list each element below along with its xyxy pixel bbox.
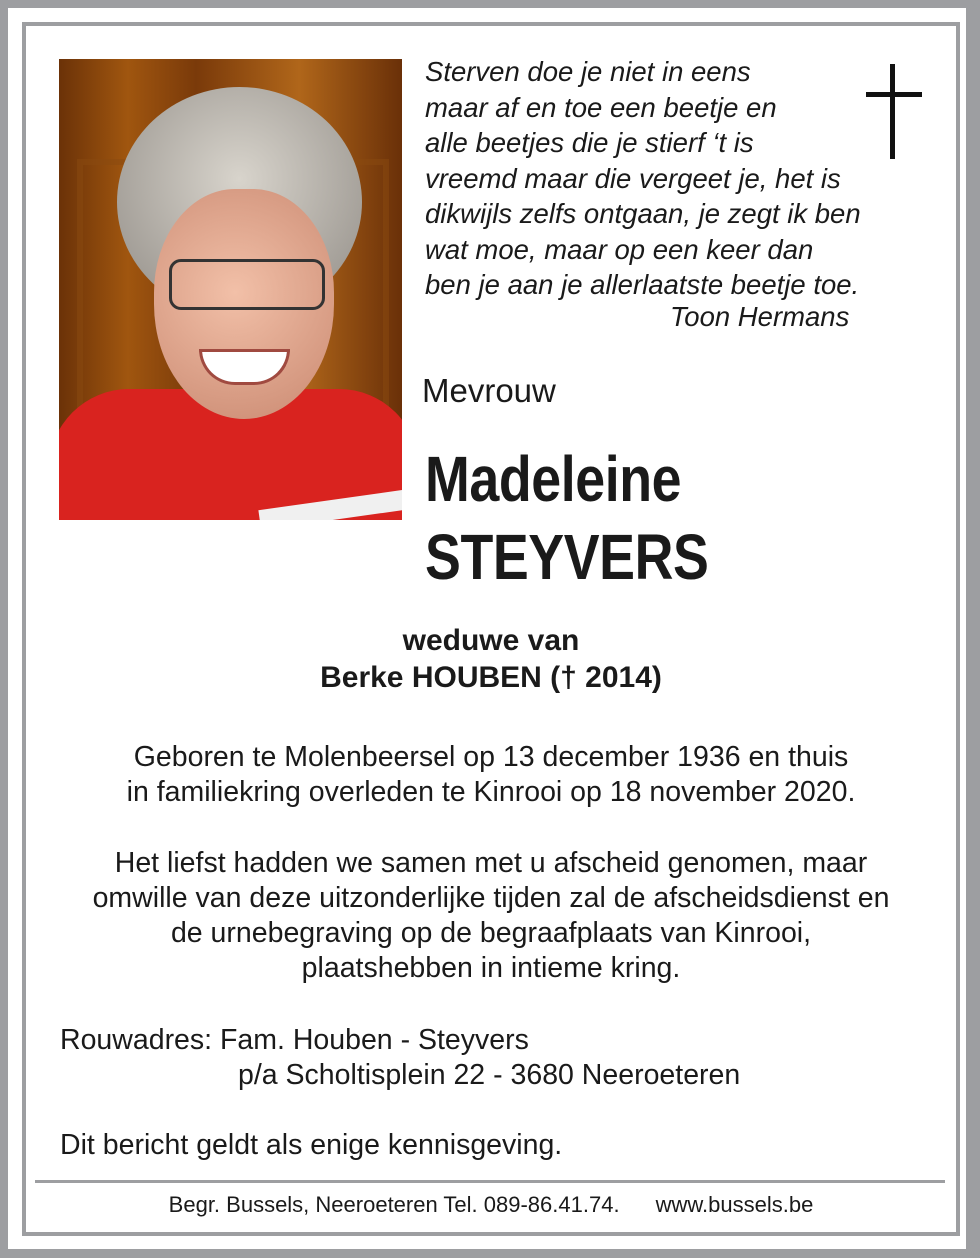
notice-text: Dit bericht geldt als enige kennisgeving.	[60, 1129, 563, 1161]
text-line: de urnebegraving op de begraafplaats van Kinrooi,	[170, 917, 812, 949]
address-line: Rouwadres: Fam. Houben - Steyvers	[60, 1024, 529, 1056]
poem-line: alle beetjes die je stierf ‘t is	[425, 127, 754, 158]
latin-cross-icon	[866, 64, 922, 159]
spouse-name: Berke HOUBEN († 2014)	[320, 661, 662, 694]
text-line: Geboren te Molenbeersel op 13 december 1936 en thuis	[133, 741, 849, 773]
undertaker-info: Begr. Bussels, Neeroeteren Tel. 089-86.41.74.	[168, 1192, 620, 1217]
birth-death-text	[26, 740, 956, 810]
photo-glasses	[169, 259, 325, 310]
poem	[425, 54, 861, 303]
deceased-name	[425, 440, 708, 596]
footer-divider	[35, 1180, 945, 1183]
text-line: Het liefst hadden we samen met u afscheid genomen, maar	[114, 847, 868, 879]
website-link[interactable]: www.bussels.be	[655, 1192, 814, 1217]
poem-author: Toon Hermans	[670, 301, 850, 332]
text-line: in familiekring overleden te Kinrooi op 18 november 2020.	[126, 776, 856, 808]
poem-line: dikwijls zelfs ontgaan, je zegt ik ben	[425, 198, 861, 229]
last-name: STEYVERS	[425, 521, 709, 593]
honorific: Mevrouw	[422, 372, 556, 409]
footer	[26, 1192, 956, 1218]
text-line: plaatshebben in intieme kring.	[301, 952, 681, 984]
first-name: Madeleine	[425, 443, 682, 515]
poem-line: wat moe, maar op een keer dan	[425, 233, 814, 265]
farewell-text	[26, 846, 956, 986]
spouse-line: weduwe van	[402, 624, 580, 657]
poem-line: maar af en toe een beetje en	[425, 91, 777, 123]
portrait-photo	[59, 59, 402, 520]
address-line: p/a Scholtisplein 22 - 3680 Neeroeteren	[238, 1059, 741, 1091]
poem-line: Sterven doe je niet in eens	[425, 56, 751, 87]
mourning-address	[60, 1023, 740, 1093]
spouse-info	[26, 622, 956, 696]
text-line: omwille van deze uitzonderlijke tijden zal de afscheidsdienst en	[92, 882, 890, 914]
poem-line: vreemd maar die vergeet je, het is	[425, 162, 841, 194]
poem-line: ben je aan je allerlaatste beetje toe.	[425, 269, 860, 300]
